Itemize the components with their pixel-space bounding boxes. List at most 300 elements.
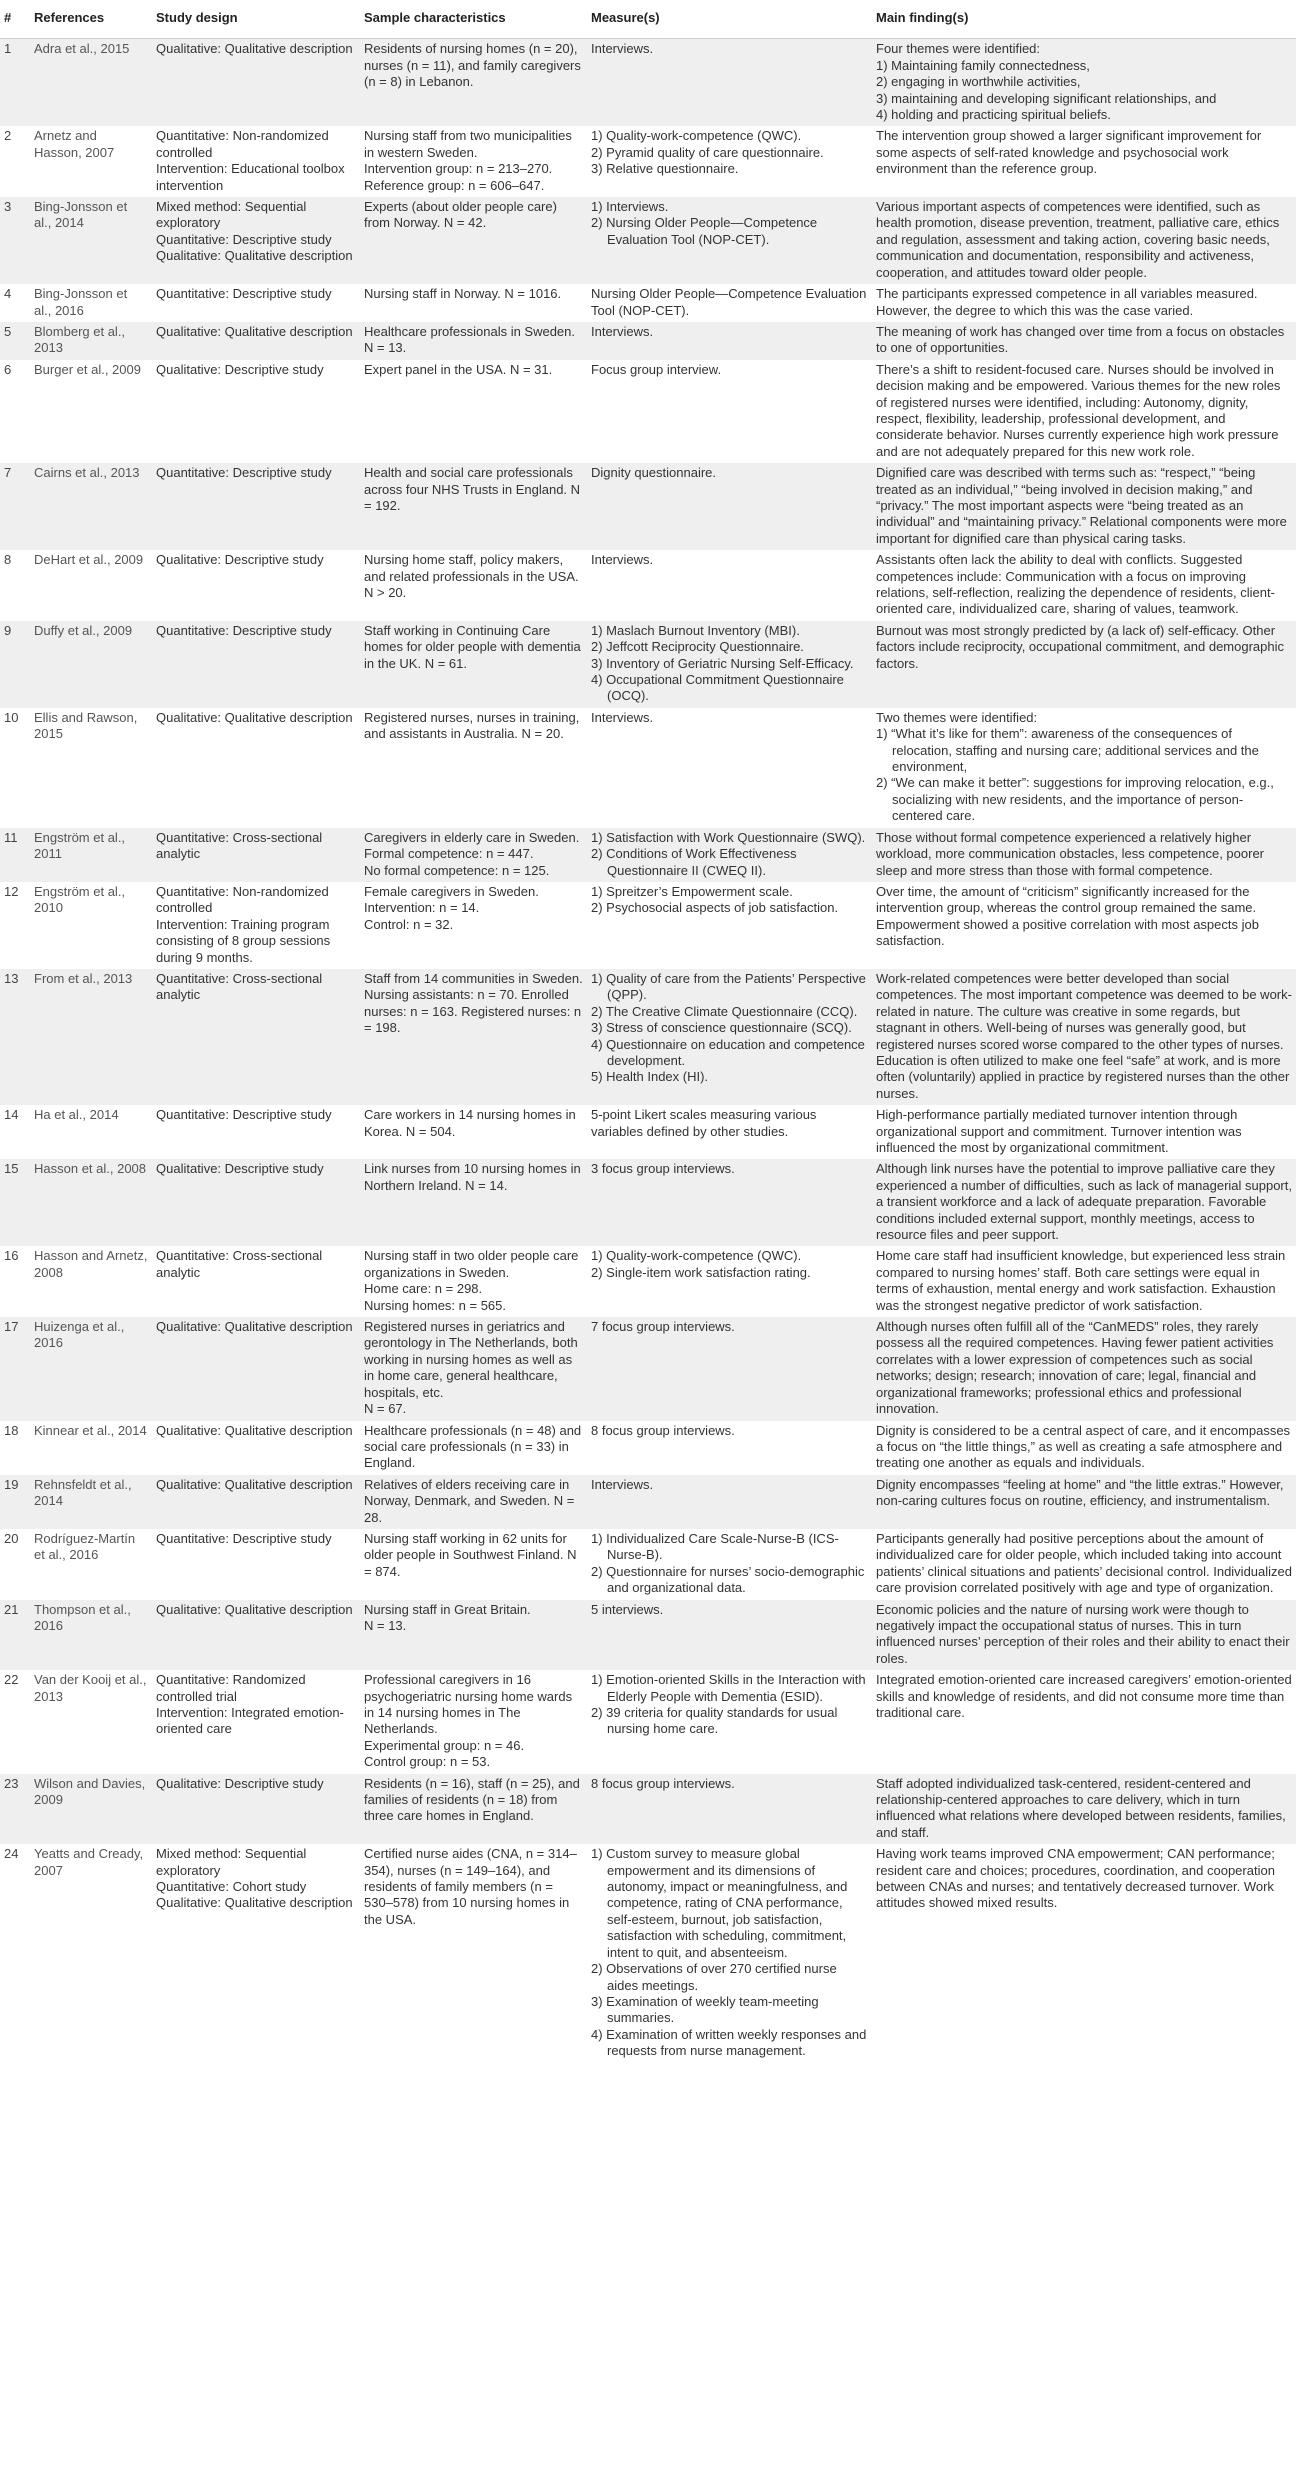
cell-study-design (152, 1421, 360, 1475)
cell-measures (587, 1844, 872, 2062)
cell-line: No formal competence: n = 125. (364, 862, 550, 878)
cell-sample-characteristics (360, 1317, 587, 1420)
cell-line: DeHart et al., 2009 (34, 552, 144, 568)
cell-study-design (152, 621, 360, 708)
cell-line: Work-related competences were better developed than social competences. The most important competence was deemed to be work-related in nature. The culture was creative in some regards, but stagnant in others. Well-being of nurses was generally good, but registered nurses scored worse compared to the other types of nurses. Education is often utilized to make one feel “safe” at work, and is more often (voluntarily) applied in practice by registered nurses than the other nurses. (876, 970, 1292, 1101)
cell-line: Experimental group: n = 46. (364, 1737, 525, 1753)
cell-number: 22 (0, 1670, 30, 1773)
cell-sample-characteristics (360, 1670, 587, 1773)
cell-number: 14 (0, 1105, 30, 1159)
cell-measures (587, 1159, 872, 1246)
table-row (0, 708, 1296, 828)
table-row (0, 126, 1296, 197)
cell-line: Nursing home staff, policy makers, and related professionals in the USA. N > 20. (364, 552, 579, 600)
cell-line: Expert panel in the USA. N = 31. (364, 361, 553, 377)
cell-reference (30, 1421, 152, 1475)
cell-line: Qualitative: Qualitative description (156, 709, 353, 725)
cell-line: Intervention: n = 14. (364, 900, 480, 916)
cell-sample-characteristics (360, 828, 587, 882)
cell-line: Registered nurses, nurses in training, and assistants in Australia. N = 20. (364, 709, 580, 742)
cell-sample-characteristics (360, 882, 587, 969)
cell-line: Staff from 14 communities in Sweden. Nursing assistants: n = 70. Enrolled nurses: n = 163. Registered nurses: n = 198. (364, 970, 583, 1036)
cell-line: Female caregivers in Sweden. (364, 883, 539, 899)
cell-line: Having work teams improved CNA empowerment; CAN performance; resident care and choices; procedures, coordination, and cooperation between CNAs and nurses; and tentatively decreased turnover. Work attitudes showed mixed results. (876, 1846, 1275, 1911)
cell-measures (587, 708, 872, 828)
cell-study-design (152, 882, 360, 969)
cell-line: Over time, the amount of “criticism” significantly increased for the intervention group, whereas the control group remained the same. Empowerment showed a positive correlation with most aspects job satisfaction. (876, 883, 1259, 949)
cell-main-findings (872, 882, 1296, 969)
cell-main-findings (872, 1317, 1296, 1420)
cell-reference (30, 126, 152, 197)
cell-line: Qualitative: Descriptive study (156, 552, 324, 568)
cell-sample-characteristics (360, 463, 587, 550)
cell-main-findings (872, 1774, 1296, 1845)
cell-line: 2) The Creative Climate Questionnaire (CCQ). (591, 1003, 858, 1019)
cell-sample-characteristics (360, 1844, 587, 2062)
cell-line: Qualitative: Qualitative description (156, 1601, 353, 1617)
cell-line: Although link nurses have the potential to improve palliative care they experienced a number of difficulties, such as lack of managerial support, a transient workforce and a lack of adequate preparation. Favorable conditions included external support, monthly meetings, access to resource files and peer support. (876, 1161, 1292, 1243)
cell-line: Various important aspects of competences were identified, such as health promotion, disease prevention, treatment, palliative care, ethics and regulation, assessment and taking action, covering basic needs, communication and documentation, responsibility and activeness, cooperation, and attitudes toward older people. (876, 199, 1280, 280)
cell-line: 4) Questionnaire on education and competence development. (591, 1036, 865, 1068)
cell-line: Hasson and Arnetz, 2008 (34, 1248, 148, 1280)
cell-sample-characteristics (360, 360, 587, 463)
cell-main-findings (872, 1600, 1296, 1671)
cell-line: Interviews. (591, 41, 654, 57)
cell-line: Formal competence: n = 447. (364, 846, 534, 862)
cell-sample-characteristics (360, 550, 587, 621)
header-measures: Measure(s) (587, 0, 872, 39)
cell-line: 1) Satisfaction with Work Questionnaire (SWQ). (591, 829, 866, 845)
cell-number: 21 (0, 1600, 30, 1671)
table-row (0, 1421, 1296, 1475)
cell-number: 5 (0, 322, 30, 360)
cell-line: Staff working in Continuing Care homes for older people with dementia in the UK. N = 61. (364, 622, 581, 671)
cell-main-findings (872, 463, 1296, 550)
header-main-findings: Main finding(s) (872, 0, 1296, 39)
cell-reference (30, 1159, 152, 1246)
cell-measures (587, 1600, 872, 1671)
cell-main-findings (872, 284, 1296, 322)
cell-main-findings (872, 39, 1296, 127)
cell-line: 2) Questionnaire for nurses’ socio-demographic and organizational data. (591, 1563, 865, 1596)
cell-study-design (152, 463, 360, 550)
cell-line: Relatives of elders receiving care in Norway, Denmark, and Sweden. N = 28. (364, 1476, 575, 1525)
cell-line: Economic policies and the nature of nursing work were though to negatively impact the occupational status of nurses. This in turn influenced nurses’ perception of their roles and their ability to enact their roles. (876, 1601, 1290, 1666)
table-row (0, 463, 1296, 550)
cell-study-design (152, 322, 360, 360)
cell-sample-characteristics (360, 708, 587, 828)
cell-line: Quantitative: Cross-sectional analytic (156, 1248, 323, 1280)
table-row (0, 1774, 1296, 1845)
cell-line: Huizenga et al., 2016 (34, 1319, 125, 1351)
cell-line: Rodríguez-Martín et al., 2016 (34, 1530, 136, 1563)
cell-line: 1) Maslach Burnout Inventory (MBI). (591, 622, 800, 638)
cell-line: Mixed method: Sequential exploratory (156, 199, 307, 231)
cell-line: Interviews. (591, 709, 654, 725)
cell-study-design (152, 708, 360, 828)
cell-line: 1) Interviews. (591, 199, 669, 215)
cell-line: 4) holding and practicing spiritual beliefs. (876, 107, 1111, 123)
cell-study-design (152, 1475, 360, 1529)
cell-reference (30, 1246, 152, 1317)
cell-line: 1) Custom survey to measure global empowerment and its dimensions of autonomy, impact or meaningfulness, and competence, rating of CNA performance, self-esteem, burnout, job satisfaction, satisfaction with scheduling, commitment, intent to quit, and absenteeism. (591, 1846, 848, 1960)
cell-line: 3) Examination of weekly team-meeting summaries. (591, 1993, 819, 2026)
cell-line: Professional caregivers in 16 psychogeriatric nursing home wards in 14 nursing homes in The Netherlands. (364, 1672, 573, 1737)
cell-line: Quantitative: Descriptive study (156, 622, 332, 638)
cell-sample-characteristics (360, 197, 587, 284)
cell-line: Quantitative: Descriptive study (156, 465, 332, 481)
cell-main-findings (872, 360, 1296, 463)
cell-line: Home care: n = 298. (364, 1281, 483, 1297)
cell-main-findings (872, 969, 1296, 1105)
cell-number: 9 (0, 621, 30, 708)
cell-line: Qualitative: Descriptive study (156, 1775, 324, 1791)
cell-line: Staff adopted individualized task-centered, resident-centered and relationship-centered approaches to care delivery, which in turn influenced what relations where developed between residents, families, and staff. (876, 1775, 1286, 1840)
cell-measures (587, 1246, 872, 1317)
cell-line: Ellis and Rawson, 2015 (34, 709, 138, 742)
table-row (0, 1317, 1296, 1420)
cell-line: Quantitative: Descriptive study (156, 286, 332, 302)
cell-line: Qualitative: Qualitative description (156, 323, 353, 339)
cell-sample-characteristics (360, 1421, 587, 1475)
cell-reference (30, 1670, 152, 1773)
table-row (0, 550, 1296, 621)
cell-line: 1) Spreitzer’s Empowerment scale. (591, 883, 793, 899)
cell-line: Arnetz and Hasson, 2007 (34, 128, 115, 160)
cell-line: 2) Conditions of Work Effectiveness Questionnaire II (CWEQ II). (591, 846, 797, 878)
cell-line: 8 focus group interviews. (591, 1775, 735, 1791)
cell-line: Qualitative: Qualitative description (156, 248, 353, 264)
cell-line: 5-point Likert scales measuring various variables defined by other studies. (591, 1107, 817, 1139)
cell-main-findings (872, 1421, 1296, 1475)
cell-line: Certified nurse aides (CNA, n = 314–354), nurses (n = 149–164), and residents of family members (n = 530–578) from 10 nursing homes in the USA. (364, 1846, 577, 1927)
cell-measures (587, 1421, 872, 1475)
cell-line: Engström et al., 2011 (34, 829, 126, 862)
table-row (0, 284, 1296, 322)
cell-main-findings (872, 828, 1296, 882)
cell-line: Hasson et al., 2008 (34, 1161, 147, 1177)
cell-sample-characteristics (360, 969, 587, 1105)
cell-line: 4) Occupational Commitment Questionnaire (OCQ). (591, 672, 844, 704)
cell-main-findings (872, 1844, 1296, 2062)
cell-line: Nursing staff working in 62 units for older people in Southwest Finland. N = 874. (364, 1530, 577, 1579)
cell-measures (587, 882, 872, 969)
cell-line: 3 focus group interviews. (591, 1161, 735, 1177)
cell-line: Blomberg et al., 2013 (34, 323, 126, 356)
cell-line: 1) Quality-work-competence (QWC). (591, 128, 802, 144)
cell-line: Quantitative: Cohort study (156, 1879, 307, 1895)
cell-line: Ha et al., 2014 (34, 1107, 119, 1123)
cell-line: 2) Psychosocial aspects of job satisfaction. (591, 900, 839, 916)
cell-line: Link nurses from 10 nursing homes in Northern Ireland. N = 14. (364, 1161, 581, 1193)
cell-measures (587, 463, 872, 550)
cell-line: The intervention group showed a larger significant improvement for some aspects of self-rated knowledge and psychosocial work environment than the reference group. (876, 128, 1262, 177)
table-row (0, 1159, 1296, 1246)
cell-line: Bing-Jonsson et al., 2014 (34, 199, 128, 231)
cell-number: 16 (0, 1246, 30, 1317)
cell-number: 4 (0, 284, 30, 322)
cell-measures (587, 550, 872, 621)
cell-line: Nursing homes: n = 565. (364, 1297, 506, 1313)
cell-reference (30, 1844, 152, 2062)
cell-line: Quantitative: Randomized controlled trial (156, 1672, 306, 1704)
cell-line: High-performance partially mediated turnover intention through organizational support and commitment. Turnover intention was influenced the most by organizational commitment. (876, 1107, 1242, 1155)
cell-measures (587, 1774, 872, 1845)
cell-line: 3) maintaining and developing significant relationships, and (876, 90, 1217, 106)
cell-study-design (152, 197, 360, 284)
cell-measures (587, 621, 872, 708)
cell-line: 1) Emotion-oriented Skills in the Interaction with Elderly People with Dementia (ESID). (591, 1672, 866, 1704)
cell-sample-characteristics (360, 1529, 587, 1600)
cell-line: Residents of nursing homes (n = 20), nurses (n = 11), and family caregivers (n = 8) in Lebanon. (364, 41, 581, 90)
cell-main-findings (872, 126, 1296, 197)
cell-measures (587, 322, 872, 360)
cell-line: Nursing staff from two municipalities in western Sweden. (364, 128, 572, 160)
cell-line: 8 focus group interviews. (591, 1422, 735, 1438)
table-body (0, 39, 1296, 2063)
cell-number: 11 (0, 828, 30, 882)
cell-main-findings (872, 322, 1296, 360)
cell-line: Engström et al., 2010 (34, 883, 126, 916)
cell-line: Bing-Jonsson et al., 2016 (34, 286, 128, 318)
cell-study-design (152, 1105, 360, 1159)
cell-line: Nursing staff in Great Britain. (364, 1601, 531, 1617)
table-row (0, 1529, 1296, 1600)
cell-line: Cairns et al., 2013 (34, 465, 140, 481)
cell-line: Health and social care professionals across four NHS Trusts in England. N = 192. (364, 465, 581, 513)
cell-reference (30, 284, 152, 322)
cell-measures (587, 284, 872, 322)
cell-number: 12 (0, 882, 30, 969)
cell-number: 1 (0, 39, 30, 127)
table-row (0, 969, 1296, 1105)
cell-line: 3) Inventory of Geriatric Nursing Self-Efficacy. (591, 655, 854, 671)
cell-measures (587, 1529, 872, 1600)
cell-line: Quantitative: Non-randomized controlled (156, 883, 329, 916)
cell-reference (30, 1600, 152, 1671)
cell-line: Dignity questionnaire. (591, 465, 717, 481)
table-row (0, 360, 1296, 463)
cell-reference (30, 1529, 152, 1600)
cell-line: Nursing Older People—Competence Evaluation Tool (NOP-CET). (591, 286, 867, 318)
cell-line: 4) Examination of written weekly responses and requests from nurse management. (591, 2026, 867, 2059)
cell-line: 2) 39 criteria for quality standards for usual nursing home care. (591, 1705, 838, 1737)
cell-sample-characteristics (360, 1600, 587, 1671)
cell-study-design (152, 1670, 360, 1773)
header-study-design: Study design (152, 0, 360, 39)
cell-line: Intervention group: n = 213–270. (364, 161, 553, 177)
cell-line: Dignity encompasses “feeling at home” and “the little extras.” However, non-caring cultures focus on routine, efficiency, and instrumentalism. (876, 1476, 1284, 1509)
cell-line: Home care staff had insufficient knowledge, but experienced less strain compared to nursing homes’ staff. Both care settings were equal in terms of exhaustion, mental energy and work satisfaction. Exhaustion was the strongest negative predictor of work satisfaction. (876, 1248, 1286, 1313)
cell-line: Healthcare professionals (n = 48) and social care professionals (n = 33) in England. (364, 1422, 582, 1471)
cell-line: Assistants often lack the ability to deal with conflicts. Suggested competences include: Communication with a focus on improving relations, self-reflection, realizing the dependence of residents, client-oriented care, individualized care, sharing of values, teamwork. (876, 552, 1275, 617)
cell-line: Experts (about older people care) from Norway. N = 42. (364, 199, 557, 231)
cell-line: Nursing staff in two older people care organizations in Sweden. (364, 1248, 579, 1280)
cell-measures (587, 197, 872, 284)
table-row (0, 621, 1296, 708)
cell-line: 2) Observations of over 270 certified nurse aides meetings. (591, 1961, 837, 1993)
cell-study-design (152, 1774, 360, 1845)
cell-measures (587, 1475, 872, 1529)
cell-line: Burger et al., 2009 (34, 361, 141, 377)
cell-reference (30, 322, 152, 360)
cell-main-findings (872, 197, 1296, 284)
cell-line: Control group: n = 53. (364, 1754, 491, 1770)
cell-study-design (152, 1844, 360, 2062)
cell-line: 1) Quality-work-competence (QWC). (591, 1248, 802, 1264)
cell-number: 17 (0, 1317, 30, 1420)
cell-reference (30, 882, 152, 969)
cell-line: Nursing staff in Norway. N = 1016. (364, 286, 562, 302)
cell-line: 1) “What it’s like for them”: awareness of the consequences of relocation, staffing and nursing care; additional services and the environment, (876, 726, 1259, 775)
cell-study-design (152, 969, 360, 1105)
cell-study-design (152, 1600, 360, 1671)
cell-reference (30, 708, 152, 828)
cell-line: Qualitative: Qualitative description (156, 1422, 353, 1438)
table-header-row (0, 0, 1296, 39)
cell-line: Quantitative: Descriptive study (156, 1530, 332, 1546)
cell-sample-characteristics (360, 284, 587, 322)
cell-reference (30, 621, 152, 708)
table-row (0, 1475, 1296, 1529)
header-sample-characteristics: Sample characteristics (360, 0, 587, 39)
cell-number: 23 (0, 1774, 30, 1845)
cell-number: 15 (0, 1159, 30, 1246)
cell-line: Qualitative: Descriptive study (156, 361, 324, 377)
cell-number: 13 (0, 969, 30, 1105)
cell-sample-characteristics (360, 621, 587, 708)
table-row (0, 1844, 1296, 2062)
table-row (0, 1105, 1296, 1159)
cell-line: From et al., 2013 (34, 970, 133, 986)
cell-reference (30, 360, 152, 463)
header-number: # (0, 0, 30, 39)
cell-line: Rehnsfeldt et al., 2014 (34, 1476, 132, 1509)
cell-number: 24 (0, 1844, 30, 2062)
cell-line: Residents (n = 16), staff (n = 25), and families of residents (n = 18) from three care homes in England. (364, 1775, 580, 1824)
cell-line: Integrated emotion-oriented care increased caregivers’ emotion-oriented skills and knowledge of residents, and did not consume more time than traditional care. (876, 1672, 1292, 1720)
table-row (0, 197, 1296, 284)
cell-number: 10 (0, 708, 30, 828)
table-row (0, 39, 1296, 127)
cell-line: 7 focus group interviews. (591, 1319, 735, 1335)
cell-line: Qualitative: Qualitative description (156, 1319, 353, 1335)
cell-line: Quantitative: Non-randomized controlled (156, 128, 329, 160)
cell-study-design (152, 39, 360, 127)
cell-line: Two themes were identified: (876, 709, 1038, 725)
cell-reference (30, 1105, 152, 1159)
cell-line: Yeatts and Cready, 2007 (34, 1846, 144, 1878)
cell-reference (30, 1475, 152, 1529)
cell-study-design (152, 1529, 360, 1600)
table-row (0, 1670, 1296, 1773)
cell-line: 5 interviews. (591, 1601, 664, 1617)
cell-measures (587, 360, 872, 463)
cell-line: Interviews. (591, 552, 654, 568)
cell-line: 1) Maintaining family connectedness, (876, 57, 1090, 73)
cell-number: 6 (0, 360, 30, 463)
cell-reference (30, 550, 152, 621)
cell-sample-characteristics (360, 1475, 587, 1529)
cell-study-design (152, 126, 360, 197)
cell-study-design (152, 828, 360, 882)
cell-measures (587, 828, 872, 882)
cell-reference (30, 969, 152, 1105)
cell-line: Participants generally had positive perceptions about the amount of individualized care for older people, which included taking into account patients’ clinical situations and patients’ decisional control. Individualized care provision correlated positively with age and type of organization. (876, 1530, 1292, 1596)
cell-line: 2) engaging in worthwhile activities, (876, 74, 1081, 90)
table-row (0, 322, 1296, 360)
cell-line: Four themes were identified: (876, 41, 1041, 57)
cell-line: 2) “We can make it better”: suggestions for improving relocation, e.g., socializing with new residents, and the importance of person-centered care. (876, 775, 1274, 824)
cell-main-findings (872, 1246, 1296, 1317)
cell-number: 18 (0, 1421, 30, 1475)
cell-sample-characteristics (360, 1159, 587, 1246)
cell-study-design (152, 1246, 360, 1317)
cell-sample-characteristics (360, 1105, 587, 1159)
cell-line: 5) Health Index (HI). (591, 1069, 709, 1085)
cell-sample-characteristics (360, 1774, 587, 1845)
table-row (0, 1246, 1296, 1317)
cell-measures (587, 1670, 872, 1773)
cell-main-findings (872, 550, 1296, 621)
cell-line: Reference group: n = 606–647. (364, 177, 545, 193)
cell-main-findings (872, 1105, 1296, 1159)
cell-line: Adra et al., 2015 (34, 41, 130, 57)
cell-line: Focus group interview. (591, 361, 722, 377)
cell-line: Although nurses often fulfill all of the “CanMEDS” roles, they rarely possess all the required competences. Having fewer patient activities correlates with a lower expression of competences such as social networks; design; research; innovation of care; legal, financial and organizational frameworks; professional ethics and professional innovation. (876, 1319, 1274, 1417)
cell-reference (30, 1317, 152, 1420)
cell-measures (587, 126, 872, 197)
cell-line: Qualitative: Descriptive study (156, 1161, 324, 1177)
cell-number: 20 (0, 1529, 30, 1600)
cell-main-findings (872, 1529, 1296, 1600)
cell-line: Care workers in 14 nursing homes in Korea. N = 504. (364, 1107, 576, 1139)
cell-number: 2 (0, 126, 30, 197)
cell-number: 19 (0, 1475, 30, 1529)
cell-study-design (152, 284, 360, 322)
cell-line: Caregivers in elderly care in Sweden. (364, 829, 580, 845)
cell-line: Wilson and Davies, 2009 (34, 1775, 146, 1808)
cell-line: Intervention: Integrated emotion-oriented care (156, 1705, 344, 1737)
table-row (0, 882, 1296, 969)
cell-line: Thompson et al., 2016 (34, 1601, 131, 1633)
cell-line: Duffy et al., 2009 (34, 622, 133, 638)
cell-line: 2) Jeffcott Reciprocity Questionnaire. (591, 639, 804, 655)
cell-line: Interviews. (591, 323, 654, 339)
cell-line: Quantitative: Descriptive study (156, 231, 332, 247)
cell-line: 3) Relative questionnaire. (591, 161, 739, 177)
cell-study-design (152, 1317, 360, 1420)
cell-measures (587, 1105, 872, 1159)
cell-line: 2) Single-item work satisfaction rating. (591, 1264, 811, 1280)
cell-line: Quantitative: Cross-sectional analytic (156, 829, 323, 862)
cell-study-design (152, 550, 360, 621)
cell-sample-characteristics (360, 39, 587, 127)
cell-line: There’s a shift to resident-focused care. Nurses should be involved in decision making and be empowered. Various themes for the new roles of registered nurses were identified, including: Autonomy, dignity, respect, flexibility, leadership, professional development, and considerate behavior. Nurses currently experience high work pressure and are not adequately prepared for this new work role. (876, 361, 1281, 459)
cell-line: Intervention: Educational toolbox intervention (156, 161, 345, 193)
cell-line: Qualitative: Qualitative description (156, 1895, 353, 1911)
cell-line: Intervention: Training program consisting of 8 group sessions during 9 months. (156, 916, 331, 965)
table-row (0, 828, 1296, 882)
cell-reference (30, 197, 152, 284)
cell-line: Van der Kooij et al., 2013 (34, 1672, 147, 1704)
cell-line: Interviews. (591, 1476, 654, 1492)
header-references: References (30, 0, 152, 39)
cell-line: 2) Pyramid quality of care questionnaire. (591, 144, 824, 160)
cell-line: N = 13. (364, 1617, 407, 1633)
cell-sample-characteristics (360, 1246, 587, 1317)
cell-line: Quantitative: Cross-sectional analytic (156, 970, 323, 1003)
